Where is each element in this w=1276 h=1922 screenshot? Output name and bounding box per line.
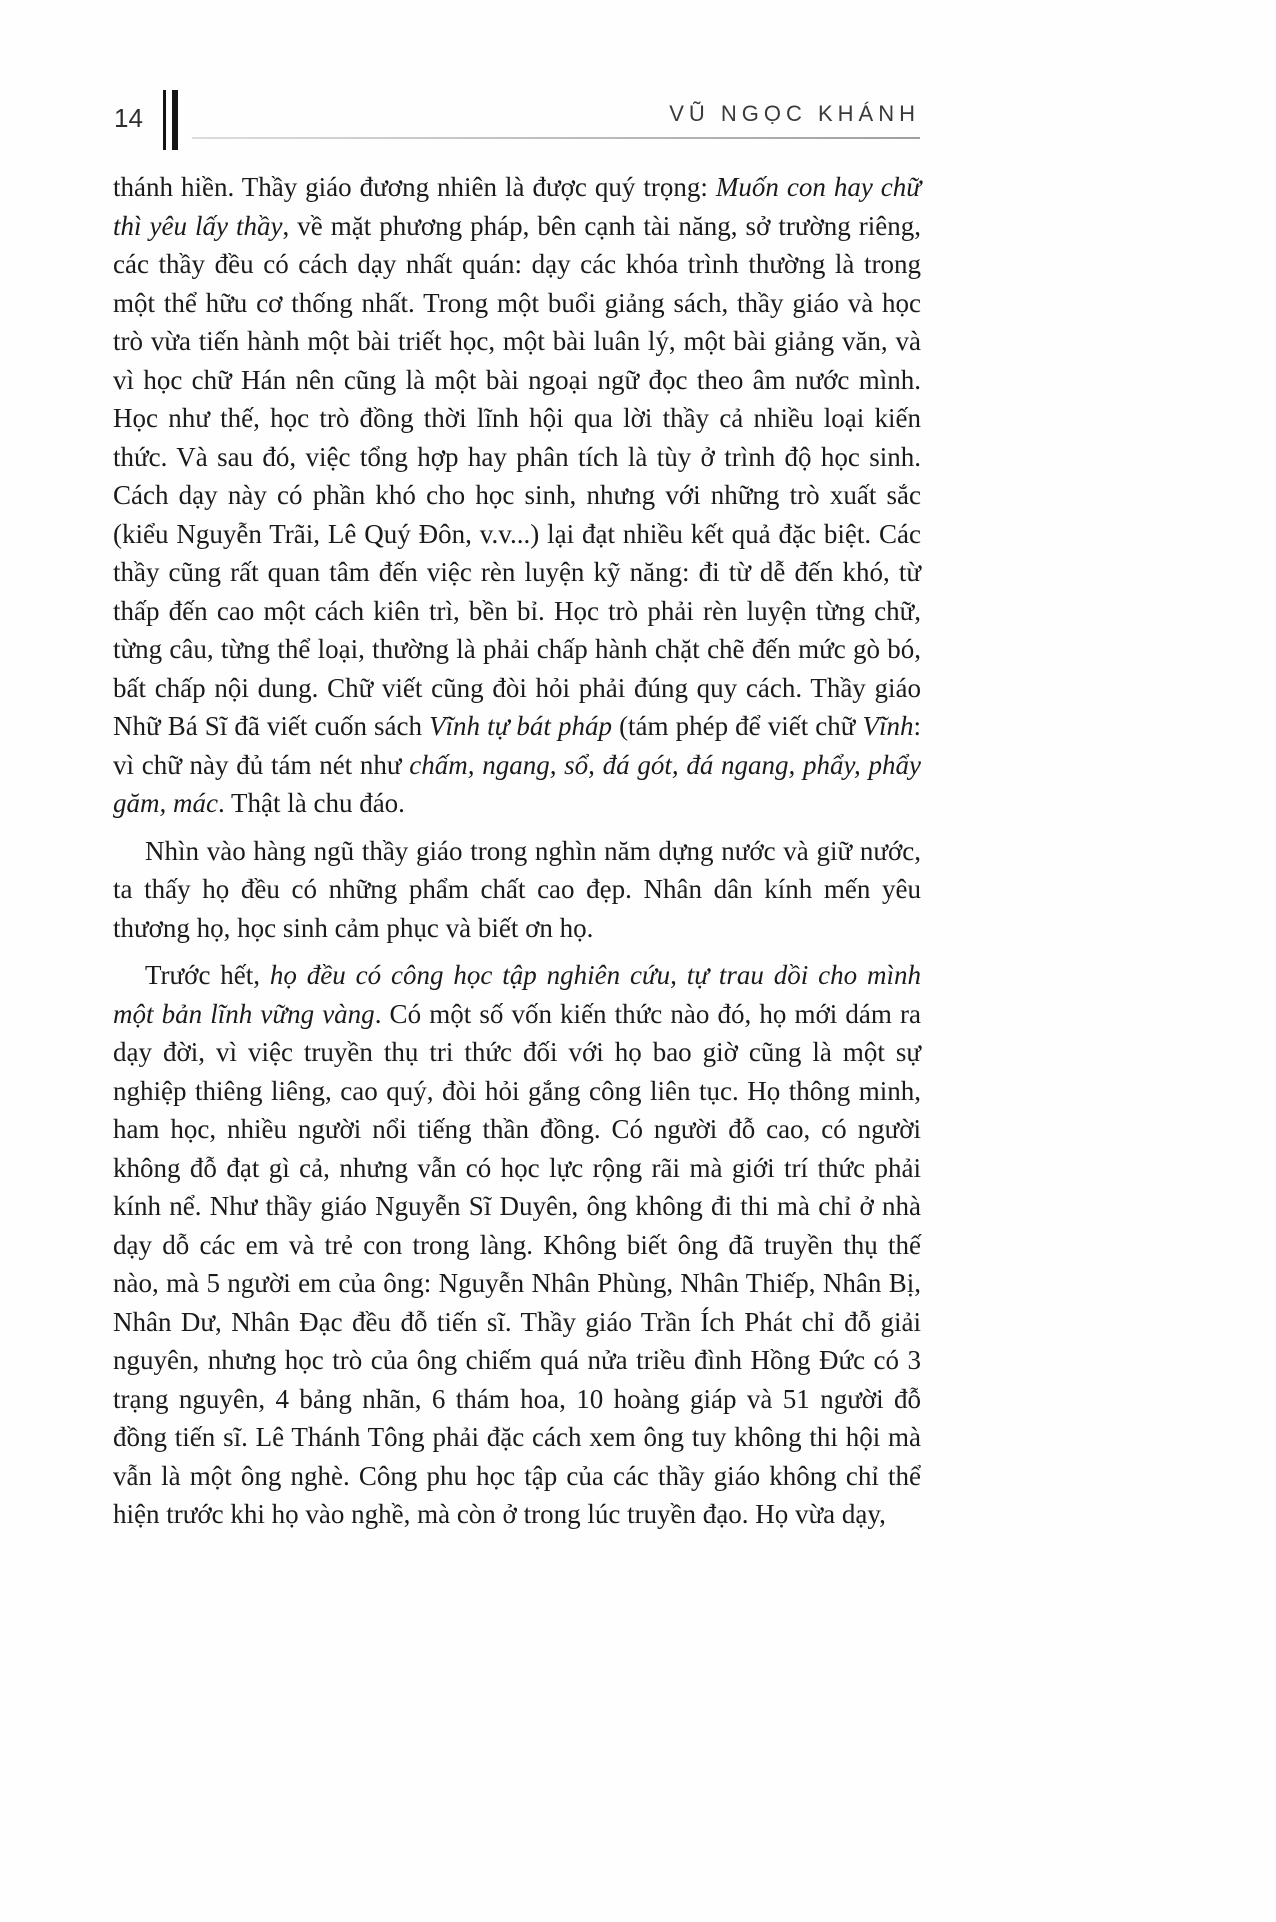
- paragraph-2: [113, 832, 921, 948]
- text-run: (tám phép để viết chữ: [612, 711, 863, 741]
- text-run: . Có một số vốn kiến thức nào đó, họ mới dám ra dạy đời, vì việc truyền thụ tri thức đối với họ bao giờ cũng là một sự nghiệp thiêng liêng, cao quý, đòi hỏi gắng công liên tục. Họ thông minh, ham học, nhiều người nổi tiếng thần đồng. Có người đỗ cao, có người không đỗ đạt gì cả, nhưng vẫn có học lực rộng rãi mà giới trí thức phải kính nể. Như thầy giáo Nguyễn Sĩ Duyên, ông không đi thi mà chỉ ở nhà dạy dỗ các em và trẻ con trong làng. Không biết ông đã truyền thụ thế nào, mà 5 người em của ông: Nguyễn Nhân Phùng, Nhân Thiếp, Nhân Bị, Nhân Dư, Nhân Đạc đều đỗ tiến sĩ. Thầy giáo Trần Ích Phát chỉ đỗ giải nguyên, nhưng học trò của ông chiếm quá nửa triều đình Hồng Đức có 3 trạng nguyên, 4 bảng nhãn, 6 thám hoa, 10 hoàng giáp và 51 người đỗ đồng tiến sĩ. Lê Thánh Tông phải đặc cách xem ông tuy không thi hội mà vẫn là một ông nghè. Công phu học tập của các thầy giáo không chỉ thể hiện trước khi họ vào nghề, mà còn ở trong lúc truyền đạo. Họ vừa dạy,: [113, 998, 921, 1529]
- header-rule: [192, 137, 920, 139]
- text-run-italic: chấm, ngang, sổ, đá gót, đá ngang, phẩy, phẩy găm, mác: [113, 749, 921, 818]
- text-run-italic: Vĩnh tự bát pháp: [429, 711, 612, 741]
- text-run: thánh hiền. Thầy giáo đương nhiên là được quý trọng:: [113, 172, 716, 202]
- text-run: Trước hết,: [145, 960, 270, 990]
- text-run: : vì chữ này đủ tám nét như: [113, 711, 921, 780]
- text-run: . Thật là chu đáo.: [217, 788, 405, 818]
- text-run-italic: họ đều có công học tập nghiên cứu, tự trau dồi cho mình một bản lĩnh vững vàng: [113, 960, 921, 1029]
- double-bar-ornament-icon: [163, 90, 178, 150]
- paragraph-3: [113, 956, 921, 1534]
- text-run-italic: Vĩnh: [862, 711, 914, 741]
- page-number: 14: [114, 103, 143, 133]
- text-run-italic: Muốn con hay chữ thì yêu lấy thầy: [113, 172, 921, 241]
- page-body: [113, 168, 921, 1543]
- running-title: VŨ NGỌC KHÁNH: [669, 101, 920, 126]
- text-run: Nhìn vào hàng ngũ thầy giáo trong nghìn năm dựng nước và giữ nước, ta thấy họ đều có những phẩm chất cao đẹp. Nhân dân kính mến yêu thương họ, học sinh cảm phục và biết ơn họ.: [113, 835, 921, 943]
- paragraph-1: [113, 168, 921, 823]
- text-run: , về mặt phương pháp, bên cạnh tài năng, sở trường riêng, các thầy đều có cách dạy nhất quán: dạy các khóa trình thường là trong một thể hữu cơ thống nhất. Trong một buổi giảng sách, thầy giáo và học trò vừa tiến hành một bài triết học, một bài luân lý, một bài giảng văn, và vì học chữ Hán nên cũng là một bài ngoại ngữ đọc theo âm nước mình. Học như thế, học trò đồng thời lĩnh hội qua lời thầy cả nhiều loại kiến thức. Và sau đó, việc tổng hợp hay phân tích là tùy ở trình độ học sinh. Cách dạy này có phần khó cho học sinh, nhưng với những trò xuất sắc (kiểu Nguyễn Trãi, Lê Quý Đôn, v.v...) lại đạt nhiều kết quả đặc biệt. Các thầy cũng rất quan tâm đến việc rèn luyện kỹ năng: đi từ dễ đến khó, từ thấp đến cao một cách kiên trì, bền bỉ. Học trò phải rèn luyện từng chữ, từng câu, từng thể loại, thường là phải chấp hành chặt chẽ đến mức gò bó, bất chấp nội dung. Chữ viết cũng đòi hỏi phải đúng quy cách. Thầy giáo Nhữ Bá Sĩ đã viết cuốn sách: [113, 210, 921, 741]
